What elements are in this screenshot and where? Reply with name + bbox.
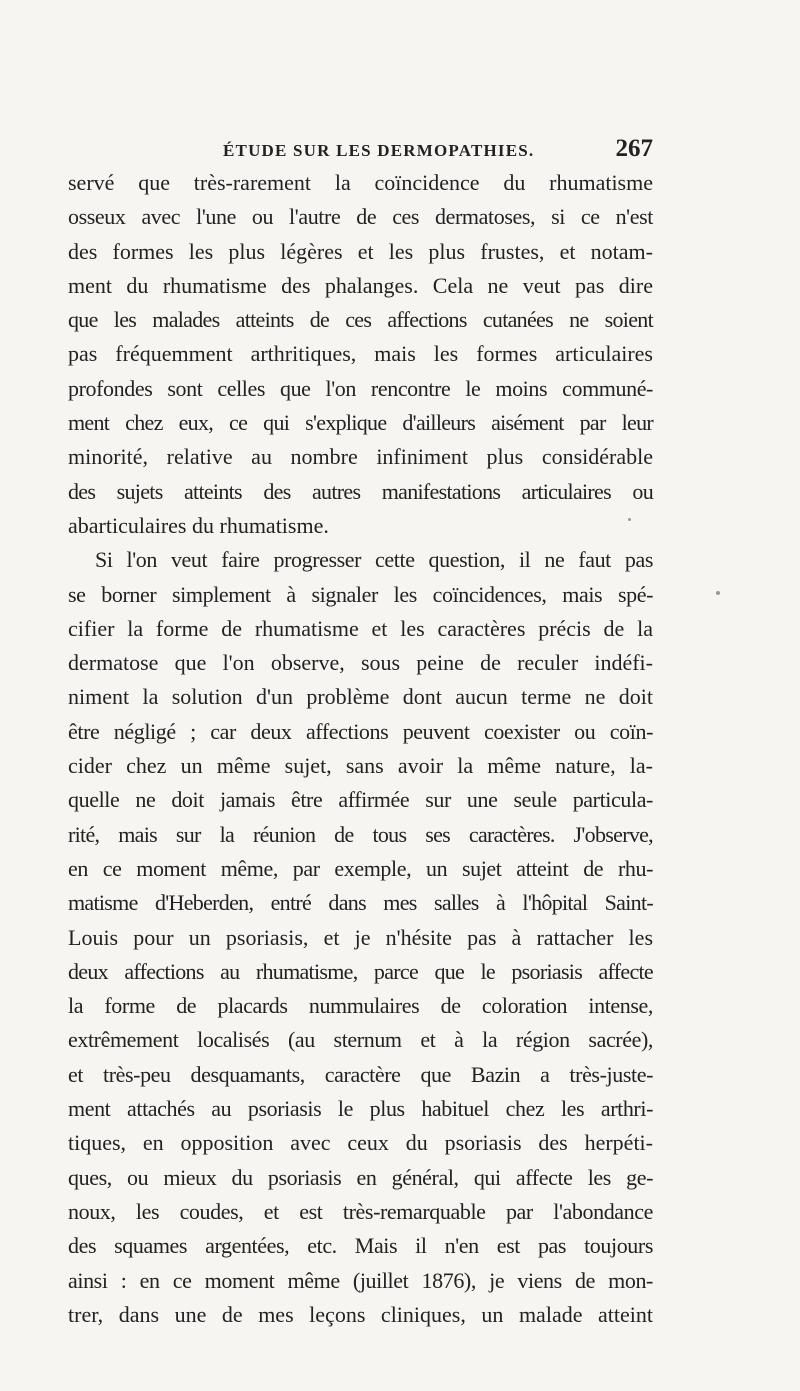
text-line: deux affections au rhumatisme, parce que le psoriasis affecte (68, 958, 653, 984)
text-line: la forme de placards nummulaires de coloration intense, (68, 993, 653, 1019)
text-line: servé que très-rarement la coïncidence du rhumatisme (68, 170, 653, 195)
text-line: pas fréquemment arthritiques, mais les formes articulaires (68, 341, 653, 367)
page-header (68, 133, 653, 169)
text-line: cifier la forme de rhumatisme et les caractères précis de la (68, 615, 653, 641)
text-line: et très-peu desquamants, caractère que Bazin a très-juste- (68, 1061, 653, 1087)
text-line: tiques, en opposition avec ceux du psoriasis des herpéti- (68, 1130, 653, 1156)
text-line: rité, mais sur la réunion de tous ses caractères. J'observe, (68, 821, 653, 847)
text-line: être négligé ; car deux affections peuvent coexister ou coïn- (68, 718, 653, 744)
text-line: minorité, relative au nombre infiniment plus considérable (68, 444, 653, 470)
text-line: ment du rhumatisme des phalanges. Cela ne veut pas dire (68, 272, 653, 298)
text-line: ainsi : en ce moment même (juillet 1876), je viens de mon- (68, 1267, 653, 1293)
text-line: osseux avec l'une ou l'autre de ces dermatoses, si ce n'est (68, 204, 653, 230)
text-line: matisme d'Heberden, entré dans mes salles à l'hôpital Saint- (68, 890, 653, 916)
text-line: abarticulaires du rhumatisme. (68, 512, 329, 538)
text-line: profondes sont celles que l'on rencontre le moins communé- (68, 375, 653, 401)
text-line: Louis pour un psoriasis, et je n'hésite pas à rattacher les (68, 924, 653, 950)
text-line: des sujets atteints des autres manifestations articulaires ou (68, 478, 653, 504)
text-line: se borner simplement à signaler les coïncidences, mais spé- (68, 581, 653, 607)
text-line: ment attachés au psoriasis le plus habituel chez les arthri- (68, 1096, 653, 1122)
text-line: noux, les coudes, et est très-remarquable par l'abondance (68, 1198, 653, 1224)
text-line: que les malades atteints de ces affections cutanées ne soient (68, 307, 653, 333)
text-line: ques, ou mieux du psoriasis en général, qui affecte les ge- (68, 1164, 653, 1190)
text-line: cider chez un même sujet, sans avoir la même nature, la- (68, 753, 653, 779)
body-text (68, 166, 653, 1332)
running-head: ÉTUDE SUR LES DERMOPATHIES. (223, 141, 535, 160)
text-line: des formes les plus légères et les plus frustes, et notam- (68, 238, 653, 264)
text-line: des squames argentées, etc. Mais il n'en est pas toujours (68, 1233, 653, 1259)
ink-speck (628, 518, 631, 521)
text-line: extrêmement localisés (au sternum et à la région sacrée), (68, 1027, 653, 1053)
text-line: niment la solution d'un problème dont aucun terme ne doit (68, 684, 653, 710)
text-line: en ce moment même, par exemple, un sujet atteint de rhu- (68, 855, 653, 881)
page-number: 267 (615, 135, 653, 162)
text-line: dermatose que l'on observe, sous peine de reculer indéfi- (68, 650, 653, 676)
text-line: trer, dans une de mes leçons cliniques, un malade atteint (68, 1301, 653, 1327)
text-line: quelle ne doit jamais être affirmée sur une seule particula- (68, 787, 653, 813)
ink-speck (716, 591, 720, 595)
paragraph-first-line: Si l'on veut faire progresser cette question, il ne faut pas (95, 547, 653, 573)
text-line: ment chez eux, ce qui s'explique d'ailleurs aisément par leur (68, 410, 653, 436)
